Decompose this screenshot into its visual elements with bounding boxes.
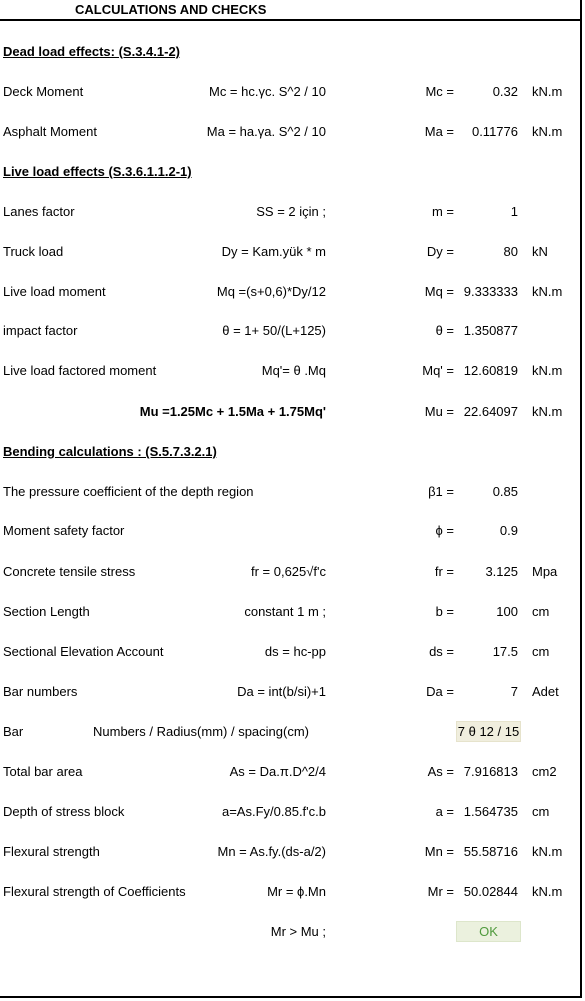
row-factored-moment [0, 363, 582, 383]
row-symbol: b = [435, 604, 454, 619]
row-value: 0.32 [492, 84, 518, 99]
row-description: Deck Moment [3, 84, 84, 99]
row-description: Section Length [3, 604, 90, 619]
title-divider [0, 19, 582, 21]
section-heading: Bending calculations : (S.5.7.3.2.1) [3, 444, 217, 459]
row-value: 0.9 [499, 523, 518, 538]
row-formula: constant 1 m ; [244, 604, 326, 619]
row-symbol: β1 = [428, 484, 454, 499]
row-description: Sectional Elevation Account [3, 644, 164, 659]
row-symbol: Da = [426, 684, 454, 699]
row-description: Flexural strength of Coefficients [3, 884, 186, 899]
row-formula: fr = 0,625√f'c [250, 564, 326, 579]
row-value: 55.58716 [463, 844, 518, 859]
row-unit: kN.m [532, 284, 563, 299]
row-value: 9.333333 [463, 284, 518, 299]
row-formula: θ = 1+ 50/(L+125) [222, 323, 326, 338]
sheet-title: CALCULATIONS AND CHECKS [75, 2, 267, 17]
row-asphalt-moment [0, 124, 582, 144]
row-unit: kN.m [532, 84, 563, 99]
row-formula: Dy = Kam.yük * m [221, 244, 326, 259]
row-formula: ds = hc-pp [264, 644, 326, 659]
row-value: 7.916813 [463, 764, 518, 779]
row-ultimate-moment [0, 404, 582, 424]
row-value: 100 [496, 604, 518, 619]
row-deck-moment [0, 84, 582, 104]
row-stress-block-depth [0, 804, 582, 824]
row-symbol: m = [431, 204, 454, 219]
row-formula: Mu =1.25Mc + 1.5Ma + 1.75Mq' [139, 404, 326, 419]
row-description: Live load factored moment [3, 363, 157, 378]
row-bar-spec [0, 724, 582, 744]
row-unit: kN.m [532, 363, 563, 378]
row-value: 0.11776 [471, 124, 518, 139]
row-value: 17.5 [492, 644, 518, 659]
row-unit: kN.m [532, 404, 563, 419]
row-description: Asphalt Moment [3, 124, 97, 139]
row-symbol: Mc = [425, 84, 454, 99]
row-symbol: a = [435, 804, 454, 819]
row-description: Total bar area [3, 764, 83, 779]
row-formula: Ma = ha.γa. S^2 / 10 [206, 124, 326, 139]
row-symbol: θ = [435, 323, 454, 338]
row-description: Depth of stress block [3, 804, 125, 819]
row-unit: kN.m [532, 884, 563, 899]
row-description: Bar [3, 724, 24, 739]
row-tensile-stress [0, 564, 582, 584]
row-unit: Adet [532, 684, 559, 699]
row-sectional-elevation [0, 644, 582, 664]
row-formula: SS = 2 için ; [256, 204, 326, 219]
row-description: The pressure coefficient of the depth region [3, 484, 254, 499]
row-description: Bar numbers [3, 684, 78, 699]
row-unit: kN.m [532, 844, 563, 859]
section-heading: Live load effects (S.3.6.1.1.2-1) [3, 164, 192, 179]
row-symbol: Mu = [424, 404, 454, 419]
row-description: Flexural strength [3, 844, 100, 859]
row-symbol: Mr = [427, 884, 454, 899]
row-description: Live load moment [3, 284, 106, 299]
section-bending [0, 444, 582, 464]
check-condition: Mr > Mu ; [270, 924, 326, 939]
row-formula: Mq =(s+0,6)*Dy/12 [216, 284, 326, 299]
row-flexural-coefficients [0, 884, 582, 904]
row-symbol: Ma = [424, 124, 454, 139]
row-formula: Mc = hc.γc. S^2 / 10 [208, 84, 326, 99]
row-symbol: ϕ = [435, 523, 454, 538]
row-section-length [0, 604, 582, 624]
row-value: 0.85 [492, 484, 518, 499]
row-formula: Mq'= θ .Mq [261, 363, 326, 378]
bar-spec-input-cell[interactable]: 7 θ 12 / 15 [456, 721, 521, 742]
row-value: 3.125 [485, 564, 518, 579]
row-check [0, 924, 582, 944]
row-unit: cm [532, 804, 550, 819]
row-truck-load [0, 244, 582, 264]
row-unit: cm2 [532, 764, 557, 779]
row-unit: kN [532, 244, 548, 259]
row-symbol: Mq' = [422, 363, 454, 378]
row-value: 1.564735 [463, 804, 518, 819]
row-symbol: Mq = [424, 284, 454, 299]
row-unit: cm [532, 644, 550, 659]
row-description: Concrete tensile stress [3, 564, 136, 579]
row-bar-numbers [0, 684, 582, 704]
row-symbol: ds = [429, 644, 454, 659]
row-description: Truck load [3, 244, 64, 259]
row-value: 22.64097 [463, 404, 518, 419]
row-symbol: Mn = [424, 844, 454, 859]
bar-spec-label: Numbers / Radius(mm) / spacing(cm) [93, 724, 309, 739]
row-value: 1 [510, 204, 518, 219]
row-pressure-coefficient [0, 484, 582, 504]
row-value: 80 [503, 244, 518, 259]
section-heading: Dead load effects: (S.3.4.1-2) [3, 44, 180, 59]
row-description: Lanes factor [3, 204, 75, 219]
section-live-load [0, 164, 582, 184]
section-dead-load [0, 44, 582, 64]
row-formula: Mn = As.fy.(ds-a/2) [217, 844, 326, 859]
row-formula: Da = int(b/si)+1 [237, 684, 326, 699]
row-formula: Mr = ϕ.Mn [267, 884, 326, 899]
check-result-cell[interactable]: OK [456, 921, 521, 942]
row-moment-safety-factor [0, 523, 582, 543]
row-value: 1.350877 [463, 323, 518, 338]
row-impact-factor [0, 323, 582, 343]
row-formula: a=As.Fy/0.85.f'c.b [221, 804, 326, 819]
row-description: Moment safety factor [3, 523, 125, 538]
row-total-bar-area [0, 764, 582, 784]
row-live-load-moment [0, 284, 582, 304]
row-value: 7 [510, 684, 518, 699]
row-unit: kN.m [532, 124, 563, 139]
row-symbol: As = [427, 764, 454, 779]
row-symbol: fr = [434, 564, 454, 579]
row-unit: Mpa [532, 564, 558, 579]
row-unit: cm [532, 604, 550, 619]
row-value: 50.02844 [463, 884, 518, 899]
row-symbol: Dy = [426, 244, 454, 259]
row-formula: As = Da.π.D^2/4 [229, 764, 326, 779]
row-value: 12.60819 [463, 363, 518, 378]
row-lanes-factor [0, 204, 582, 224]
row-flexural-strength [0, 844, 582, 864]
row-description: impact factor [3, 323, 78, 338]
